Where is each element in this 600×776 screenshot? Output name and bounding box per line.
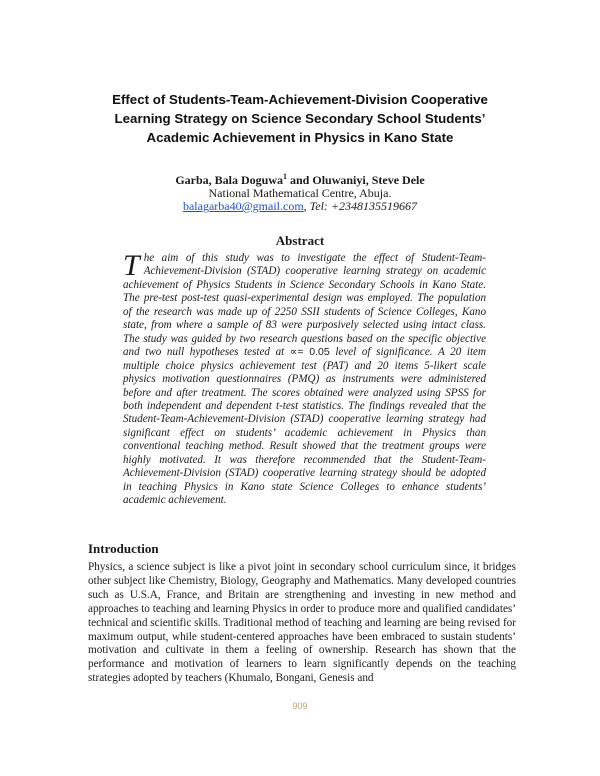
page-number: 909 [292,701,308,711]
tel-number: +2348135519667 [327,199,418,213]
affiliation: National Mathematical Centre, Abuja. [208,186,392,200]
abstract-dropcap: T [123,249,140,282]
abstract-text-part1: he aim of this study was to investigate the effect of Student-Team-Achievement-Division (STAD) cooperative learning strategy on academic achievement of Physics Students in Science Secondary Schools in Kano State. The pre-test post-test quasi-experimental design was employed. The population of the research was made up of 2250 SSII students of Science Colleges, Kano state, from where a sample of 83 were purposively selected using intact class. The study was guided by two research questions based on the specific objective and two null hypotheses tested at [123,252,486,359]
author-1-affiliation-mark: 1 [283,172,287,181]
author-names [0,170,600,187]
abstract-body [123,249,486,508]
title-line: Effect of Students-Team-Achievement-Division Cooperative [112,92,488,107]
introduction-body: Physics, a science subject is like a pivot joint in secondary school curriculum since, it bridges other subject like Chemistry, Biology, Geography and Mathematics. Many developed countries such as U.S.A, France, and Britain are strengthening and investing in new method and approaches to teaching and learning Physics in order to produce more and qualified candidates’ technical and scientific skills. Traditional method of teaching and learning are being revised for maximum output, while student-centered approaches have been embraced to sustain students’ motivation and cultivate in them a feeling of ownership. Research has shown that the performance and motivation of learners to learn significantly depends on the teaching strategies adopted by teachers (Khumalo, Bongani, Genesis and [88,561,516,685]
paper-title [70,90,530,147]
author-block [0,170,600,213]
title-line: Academic Achievement in Physics in Kano State [146,130,454,145]
introduction-heading: Introduction [88,541,159,556]
contact-line: balagarba40@gmail.com, Tel: +2348135519667 [182,199,418,213]
tel-label: Tel: [309,199,328,213]
alpha-value: ∝= 0.05 [289,346,330,359]
author-2: Oluwaniyi, Steve Dele [312,173,425,187]
author-conjunction: and [287,173,313,187]
author-1: Garba, Bala Doguwa [175,173,283,187]
abstract-text-part2: level of significance. A 20 item multiple choice physics achievement test (PAT) and 20 items 5-likert scale physics motivation questionnaires (PMQ) as instruments were administered before and after treatment. The scores obtained were analyzed using SPSS for both independent and dependent t-test statistics. The findings revealed that the Student-Team-Achievement-Division (STAD) cooperative learning strategy had significant effect on students’ academic achievement in Physics than conventional teaching method. Result showed that the treatment groups were highly motivated. It was therefore recommended that the Student-Team-Achievement-Division (STAD) cooperative learning strategy should be adopted in teaching Physics in Kano state Science Colleges to enhance students’ academic achievement. [123,346,486,507]
title-line: Learning Strategy on Science Secondary School Students’ [114,111,486,126]
email-link[interactable]: balagarba40@gmail.com [182,199,304,213]
abstract-heading: Abstract [275,233,325,248]
